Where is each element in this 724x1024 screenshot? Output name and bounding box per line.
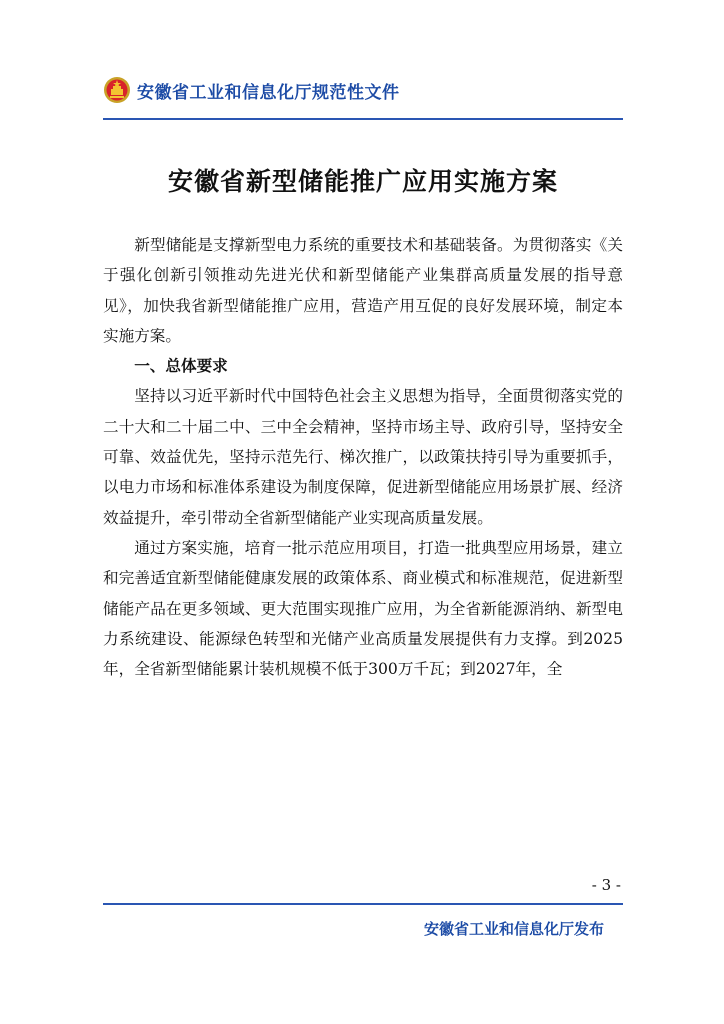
guiding-principles-paragraph: 坚持以习近平新时代中国特色社会主义思想为指导，全面贯彻落实党的二十大和二十届二中、三中全会精神，坚持市场主导、政府引导，坚持安全可靠、效益优先，坚持示范先行、梯次推广，以政策扶持引导为重要抓手，以电力市场和标准体系建设为制度保障，促进新型储能应用场景扩展、经济效益提升，牵引带动全省新型储能产业实现高质量发展。 (103, 387, 623, 527)
document-body (103, 230, 623, 684)
page-number: - 3 - (591, 876, 621, 894)
intro-paragraph: 新型储能是支撑新型电力系统的重要技术和基础装备。为贯彻落实《关于强化创新引领推动先进光伏和新型储能产业集群高质量发展的指导意见》，加快我省新型储能推广应用，营造产用互促的良好发展环境，制定本实施方案。 (103, 236, 623, 345)
document-title: 安徽省新型储能推广应用实施方案 (167, 167, 558, 196)
footer-divider (103, 903, 623, 905)
header-divider (103, 118, 623, 120)
document-header (103, 76, 400, 104)
goals-paragraph: 通过方案实施，培育一批示范应用项目，打造一批典型应用场景，建立和完善适宜新型储能健康发展的政策体系、商业模式和标准规范，促进新型储能产品在更多领域、更大范围实现推广应用，为全省新能源消纳、新型电力系统建设、能源绿色转型和光储产业高质量发展提供有力支撑。到2025年，全省新型储能累计装机规模不低于300万千瓦；到2027年，全 (103, 538, 623, 679)
national-emblem-icon (103, 76, 131, 104)
header-title: 安徽省工业和信息化厅规范性文件 (137, 82, 400, 103)
footer-publisher: 安徽省工业和信息化厅发布 (423, 920, 604, 938)
section-heading: 一、总体要求 (134, 357, 228, 376)
